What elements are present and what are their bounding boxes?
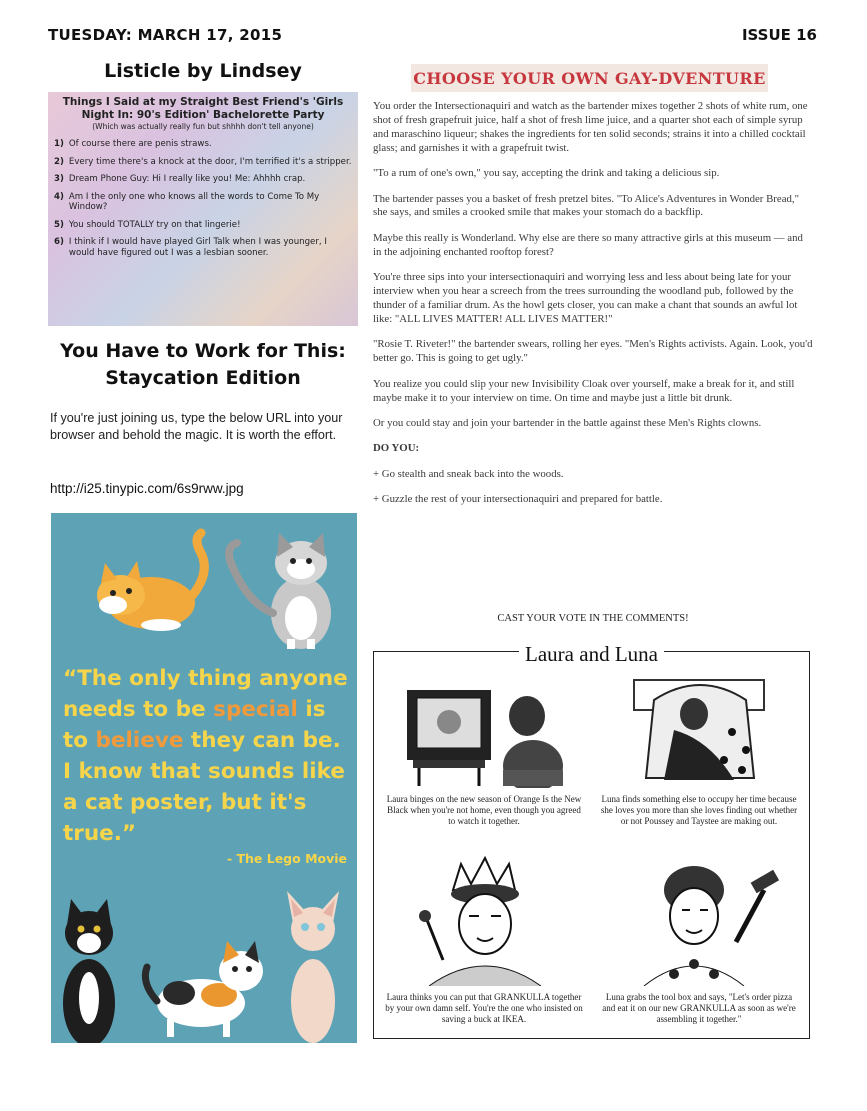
crowned-woman-icon: [399, 850, 569, 986]
comic-caption: Luna finds something else to occupy her time because she loves you more than she loves finding out whether or not Poussey and Taystee are making out.: [600, 794, 798, 826]
quote-part: “The only thing anyone needs to be: [63, 666, 348, 722]
cats-top-illustration: [51, 513, 357, 653]
list-item-text: Of course there are penis straws.: [68, 139, 212, 149]
issue-number: ISSUE 16: [741, 26, 817, 44]
quote-highlight: special: [213, 697, 298, 722]
list-item-text: Dream Phone Guy: Hi I really like you! Me: Ahhhh crap.: [68, 174, 306, 184]
story-paragraph: "Rosie T. Riveter!" the bartender swears, rolling her eyes. "Men's Rights activists. Again. Look, you'd better go. This is going to get ugly.": [373, 338, 813, 365]
comic-panel-tv: [384, 670, 584, 827]
list-item: [54, 192, 352, 213]
option-battle: + Guzzle the rest of your intersectionaquiri and prepared for battle.: [373, 493, 663, 506]
cats-bottom-illustration: [51, 883, 357, 1043]
option-stealth: + Go stealth and sneak back into the woods.: [373, 467, 564, 480]
staycation-url[interactable]: http://i25.tinypic.com/6s9rww.jpg: [50, 481, 244, 496]
calico-cat-icon: [145, 941, 263, 1037]
list-item-number: 1): [54, 139, 64, 149]
list-item-number: 3): [54, 174, 64, 184]
poster-quote: [63, 663, 353, 849]
list-item-text: You should TOTALLY try on that lingerie!: [68, 219, 241, 230]
tuxedo-cat-icon: [63, 899, 115, 1043]
issue-date: TUESDAY: MARCH 17, 2015: [48, 26, 283, 44]
adventure-banner: CHOOSE YOUR OWN GAY-DVENTURE: [411, 64, 768, 92]
listicle-image: [48, 92, 358, 326]
quote-highlight: believe: [95, 728, 184, 753]
list-item: [54, 139, 352, 150]
list-item-text: Am I the only one who knows all the words to Come To My Window?: [68, 191, 320, 212]
comic-caption: Luna grabs the tool box and says, "Let's order pizza and eat it on our new GRANKULLA as soon as we're assembling it together.": [602, 992, 796, 1024]
story-paragraph: The bartender passes you a basket of fresh pretzel bites. "To Alice's Adventures in Wonder Bread," she says, and smiles a crooked smile that makes your stomach do a backflip.: [373, 192, 799, 219]
list-item-number: 5): [54, 219, 64, 230]
cat-quote-poster: [51, 513, 357, 1043]
quote-source: - The Lego Movie: [226, 851, 347, 866]
comic-panel-hammer: [599, 850, 799, 1025]
quote-part: is to: [63, 697, 326, 753]
list-item: [54, 174, 352, 185]
story-paragraph: You order the Intersectionaquiri and watch as the bartender mixes together 2 shots of white rum, one shot of fresh grapefruit juice, half a shot of fresh lime juice, and a quarter shot each of simple syrup and maraschino liqueur; shakes the ingredients for ten solid seconds; strains it into a chilled cocktail glass; and garnishes it with a grapefruit twist.: [373, 100, 808, 154]
comic-title: Laura and Luna: [519, 642, 664, 666]
adventure-story: [373, 100, 813, 519]
listicle-subheading: (Which was actually really fun but shhhh don't tell anyone): [92, 122, 314, 131]
comic-caption: Laura thinks you can put that GRANKULLA together by your own damn self. You're the one who insisted on saving a buck at IKEA.: [385, 992, 583, 1024]
list-item-number: 4): [54, 191, 64, 202]
armchair-reading-icon: [614, 670, 784, 788]
do-you-heading: DO YOU:: [373, 442, 420, 455]
comic-caption: Laura binges on the new season of Orange Is the New Black when you're not home, even though you agreed to watch it together.: [386, 794, 582, 826]
tv-watching-icon: [399, 670, 569, 788]
comic-panel-crown: [384, 850, 584, 1025]
list-item-text: Every time there's a knock at the door, I'm terrified it's a stripper.: [68, 156, 352, 167]
vote-prompt: CAST YOUR VOTE IN THE COMMENTS!: [497, 613, 689, 624]
list-item-text: I think if I would have played Girl Talk when I was younger, I would have figured out I was a lesbian sooner.: [68, 237, 327, 258]
staycation-intro: If you're just joining us, type the below URL into your browser and behold the magic. It is worth the effort.: [50, 411, 343, 442]
listicle-heading: Things I Said at my Straight Best Friend's 'Girls Night In: 90's Edition' Bachelorette Party: [62, 96, 344, 121]
hammer-woman-icon: [614, 850, 784, 986]
grey-cat-icon: [229, 533, 331, 649]
quote-part: they can be. I know that sounds like a cat poster, but it's true.”: [63, 728, 345, 846]
story-paragraph: You're three sips into your intersectionaquiri and worrying less and less about being late for your interview when you hear a screech from the trees surrounding the woodland pub, followed by the thunder of a familiar drum. As the howl gets closer, you can make a chant that sounds an awful lot like: "ALL LIVES MATTER! ALL LIVES MATTER!": [373, 271, 798, 325]
story-paragraph: "To a rum of one's own," you say, accepting the drink and taking a delicious sip.: [373, 167, 720, 180]
comic-panel-reading: [599, 670, 799, 827]
sphynx-cat-icon: [287, 891, 339, 1043]
story-paragraph: You realize you could slip your new Invisibility Cloak over yourself, make a break for it, and still maybe make it to your interview on time. On time and maybe just a little bit drunk.: [373, 377, 795, 404]
comic-strip: [373, 642, 810, 1039]
list-item: [54, 157, 352, 168]
story-paragraph: Maybe this really is Wonderland. Why else are there so many attractive girls at this museum — and in the adjoining enchanted rooftop forest?: [373, 231, 803, 258]
list-item-number: 2): [54, 156, 64, 167]
list-item-number: 6): [54, 237, 64, 247]
listicle-title: Listicle by Lindsey: [104, 60, 302, 82]
comic-title-wrap: [374, 642, 809, 667]
orange-cat-icon: [97, 533, 204, 631]
list-item: [54, 220, 352, 231]
list-item: [54, 237, 352, 258]
listicle-list: [54, 139, 352, 258]
story-paragraph: Or you could stay and join your bartender in the battle against these Men's Rights clowns.: [373, 416, 762, 429]
staycation-title: You Have to Work for This: Staycation Edition: [60, 340, 346, 389]
